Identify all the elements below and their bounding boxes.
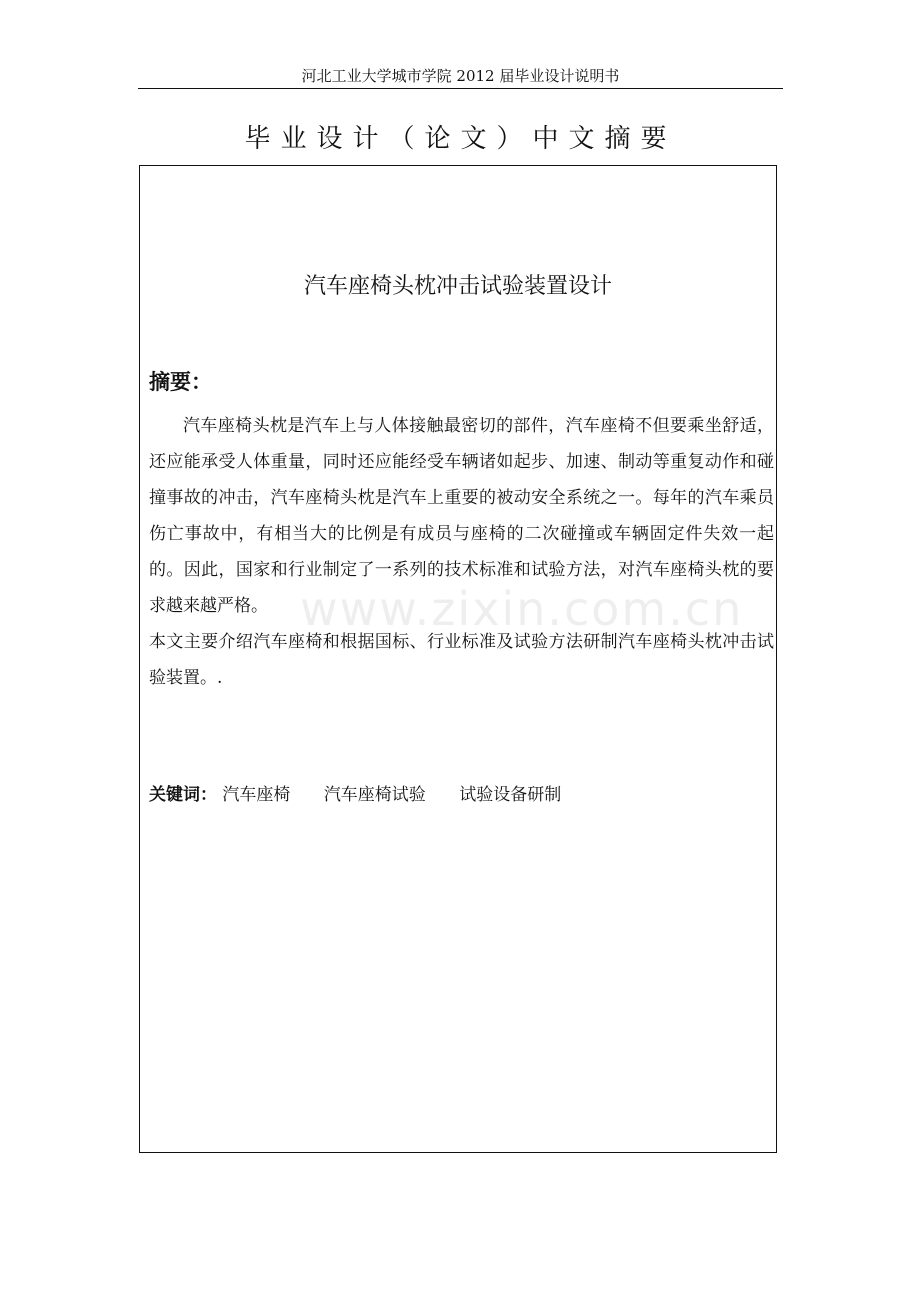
watermark: www.zixin.com.cn xyxy=(300,582,744,636)
section-title: 毕业设计（论文）中文摘要 xyxy=(244,124,677,154)
keywords-line xyxy=(149,778,769,812)
abstract-label: 摘要： xyxy=(149,370,212,394)
abstract-body xyxy=(149,408,774,696)
header-divider xyxy=(138,88,783,89)
keyword-item: 汽车座椅试验 xyxy=(323,785,426,805)
keywords-label: 关键词： xyxy=(149,785,217,805)
abstract-paragraph: 本文主要介绍汽车座椅和根据国标、行业标准及试验方法研制汽车座椅头枕冲击试验装置。. xyxy=(149,632,774,688)
keyword-item: 试验设备研制 xyxy=(459,785,562,805)
keyword-item: 汽车座椅 xyxy=(222,785,291,805)
thesis-title: 汽车座椅头枕冲击试验装置设计 xyxy=(303,274,612,299)
abstract-paragraph: 汽车座椅头枕是汽车上与人体接触最密切的部件，汽车座椅不但要乘坐舒适，还应能承受人体重量，同时还应能经受车辆诸如起步、加速、制动等重复动作和碰撞事故的冲击，汽车座椅头枕是汽车上重要的被动安全系统之一。每年的汽车乘员伤亡事故中，有相当大的比例是有成员与座椅的二次碰撞或车辆固定件失效一起的。因此，国家和行业制定了一系列的技术标准和试验方法，对汽车座椅头枕的要求越来越严格。 xyxy=(149,416,774,616)
abstract-frame xyxy=(139,165,777,1153)
running-header: 河北工业大学城市学院 2012 届毕业设计说明书 xyxy=(301,67,620,85)
